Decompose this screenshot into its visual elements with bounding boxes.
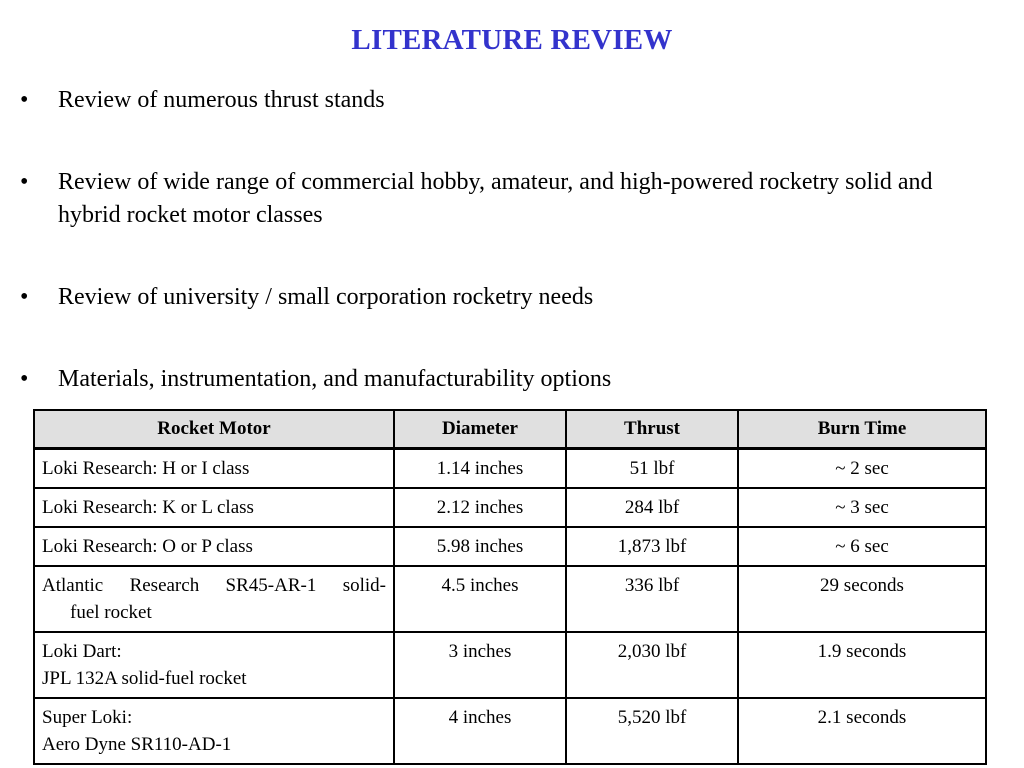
- cell-diameter: 1.14 inches: [394, 449, 566, 489]
- table-row: [34, 488, 986, 527]
- header-burn-time: Burn Time: [738, 410, 986, 449]
- cell-thrust: 2,030 lbf: [566, 632, 738, 698]
- header-thrust: Thrust: [566, 410, 738, 449]
- header-rocket-motor: Rocket Motor: [34, 410, 394, 449]
- bullet-icon: •: [20, 366, 29, 392]
- motor-name: Super Loki:: [42, 707, 133, 728]
- bullet-item: [20, 281, 1000, 314]
- motor-name-continued: fuel rocket: [70, 602, 152, 623]
- table-row: [34, 527, 986, 566]
- bullet-icon: •: [20, 169, 29, 195]
- table-row: [34, 698, 986, 764]
- bullet-text: Materials, instrumentation, and manufacturability options: [58, 366, 612, 392]
- cell-diameter: 5.98 inches: [394, 527, 566, 566]
- cell-thrust: 336 lbf: [566, 566, 738, 632]
- header-diameter: Diameter: [394, 410, 566, 449]
- cell-motor: [34, 632, 394, 698]
- bullet-item: [20, 363, 1000, 396]
- slide-title: LITERATURE REVIEW: [351, 24, 673, 56]
- motor-name: Loki Dart:: [42, 641, 122, 662]
- bullet-item: [20, 84, 1000, 117]
- cell-burn-time: ~ 3 sec: [738, 488, 986, 527]
- cell-thrust: 5,520 lbf: [566, 698, 738, 764]
- cell-motor: [34, 527, 394, 566]
- cell-burn-time: 2.1 seconds: [738, 698, 986, 764]
- cell-motor: [34, 449, 394, 489]
- motor-name: Loki Research: O or P class: [42, 536, 253, 557]
- cell-motor: [34, 488, 394, 527]
- cell-thrust: 51 lbf: [566, 449, 738, 489]
- motor-name: Loki Research: H or I class: [42, 458, 250, 479]
- rocket-motor-table: [33, 409, 987, 765]
- cell-diameter: 4.5 inches: [394, 566, 566, 632]
- cell-thrust: 1,873 lbf: [566, 527, 738, 566]
- table-row: [34, 566, 986, 632]
- cell-motor: [34, 566, 394, 632]
- cell-diameter: 3 inches: [394, 632, 566, 698]
- cell-diameter: 2.12 inches: [394, 488, 566, 527]
- table-header-row: [34, 410, 986, 449]
- motor-name: Loki Research: K or L class: [42, 497, 254, 518]
- cell-burn-time: 1.9 seconds: [738, 632, 986, 698]
- motor-designation: JPL 132A solid-fuel rocket: [42, 668, 247, 689]
- bullet-text: Review of numerous thrust stands: [58, 87, 385, 113]
- bullet-icon: •: [20, 87, 29, 113]
- bullet-text: Review of wide range of commercial hobby, amateur, and high-powered rocketry solid and hybrid rocket motor classes: [58, 169, 933, 228]
- cell-motor: [34, 698, 394, 764]
- cell-burn-time: ~ 6 sec: [738, 527, 986, 566]
- bullet-item: [20, 166, 1000, 232]
- table-row: [34, 632, 986, 698]
- motor-name: Atlantic Research SR45-AR-1 solid-: [42, 575, 386, 596]
- motor-designation: Aero Dyne SR110-AD-1: [42, 734, 232, 755]
- table-row: [34, 449, 986, 489]
- cell-thrust: 284 lbf: [566, 488, 738, 527]
- bullet-icon: •: [20, 284, 29, 310]
- cell-burn-time: ~ 2 sec: [738, 449, 986, 489]
- bullet-list: [20, 84, 1000, 396]
- cell-diameter: 4 inches: [394, 698, 566, 764]
- bullet-text: Review of university / small corporation rocketry needs: [58, 284, 594, 310]
- cell-burn-time: 29 seconds: [738, 566, 986, 632]
